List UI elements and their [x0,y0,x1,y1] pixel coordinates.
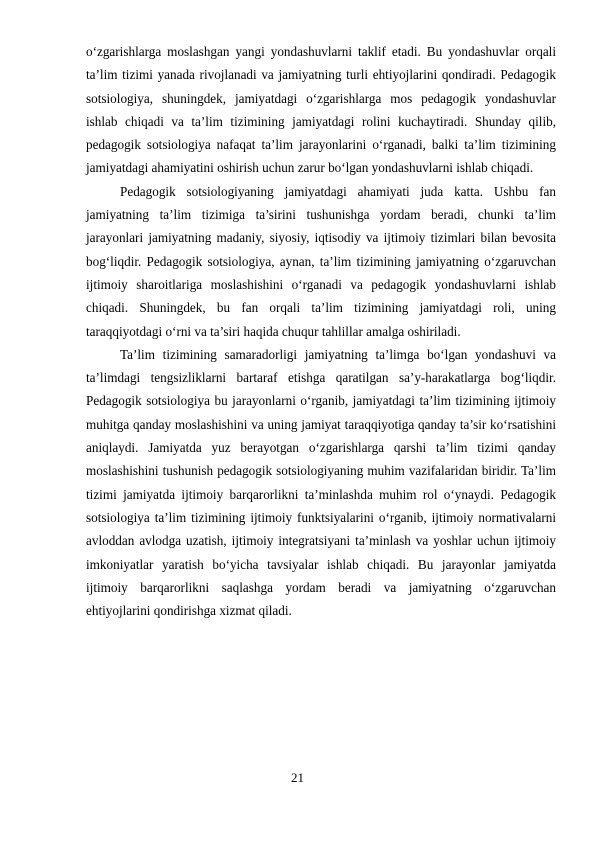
paragraph-effectiveness: Ta’lim tizimining samaradorligi jamiyatning ta’limga bo‘lgan yondashuvi va ta’limdagi tengsizliklarni bartaraf etishga qaratilgan sa’y-harakatlarga bog‘liqdir. Pedagogik sotsiologiya bu jarayonlarni o‘rganib, jamiyatdagi ta’lim tizimining ijtimoiy muhitga qanday moslashishini va uning jamiyat taraqqiyotiga qanday ta’sir ko‘rsatishini aniqlaydi. Jamiyatda yuz berayotgan o‘zgarishlarga qarshi ta’lim tizimi qanday moslashishini tushunish pedagogik sotsiologiyaning muhim vazifalaridan biridir. Ta’lim tizimi jamiyatda ijtimoiy barqarorlikni ta’minlashda muhim rol o‘ynaydi. Pedagogik sotsiologiya ta’lim tizimining ijtimoiy funktsiyalarini o‘rganib, ijtimoiy normativalarni avloddan avlodga uzatish, ijtimoiy integratsiyani ta’minlash va yoshlar uchun ijtimoiy imkoniyatlar yaratish bo‘yicha tavsiyalar ishlab chiqadi. Bu jarayonlar jamiyatda ijtimoiy barqarorlikni saqlashga yordam beradi va jamiyatning o‘zgaruvchan ehtiyojlarini qondirishga xizmat qiladi. [86,346,556,619]
paragraph-significance: Pedagogik sotsiologiyaning jamiyatdagi ahamiyati juda katta. Ushbu fan jamiyatning ta’lim tizimiga ta’sirini tushunishga yordam beradi, chunki ta’lim jarayonlari jamiyatning madaniy, siyosiy, iqtisodiy va ijtimoiy tizimlari bilan bevosita bog‘liqdir. Pedagogik sotsiologiya, aynan, ta’lim tizimining jamiyatning o‘zgaruvchan ijtimoiy sharoitlariga moslashishini o‘rganadi va pedagogik yondashuvlarni ishlab chiqadi. Shuningdek, bu fan orqali ta’lim tizimining jamiyatdagi roli, uning taraqqiyotdagi o‘rni va ta’siri haqida chuqur tahlillar amalga oshiriladi. [86,183,556,339]
paragraph-continuation: o‘zgarishlarga moslashgan yangi yondashuvlarni taklif etadi. Bu yondashuvlar orqali ta’lim tizimi yanada rivojlanadi va jamiyatning turli ehtiyojlarini qondiradi. Pedagogik sotsiologiya, shuningdek, jamiyatdagi o‘zgarishlarga mos pedagogik yondashuvlar ishlab chiqadi va ta’lim tizimining jamiyatdagi rolini kuchaytiradi. Shunday qilib, pedagogik sotsiologiya nafaqat ta’lim jarayonlarini o‘rganadi, balki ta’lim tizimining jamiyatdagi ahamiyatini oshirish uchun zarur bo‘lgan yondashuvlarni ishlab chiqadi. [86,44,556,176]
document-page [86,40,556,622]
page-number: 21 [291,770,304,785]
